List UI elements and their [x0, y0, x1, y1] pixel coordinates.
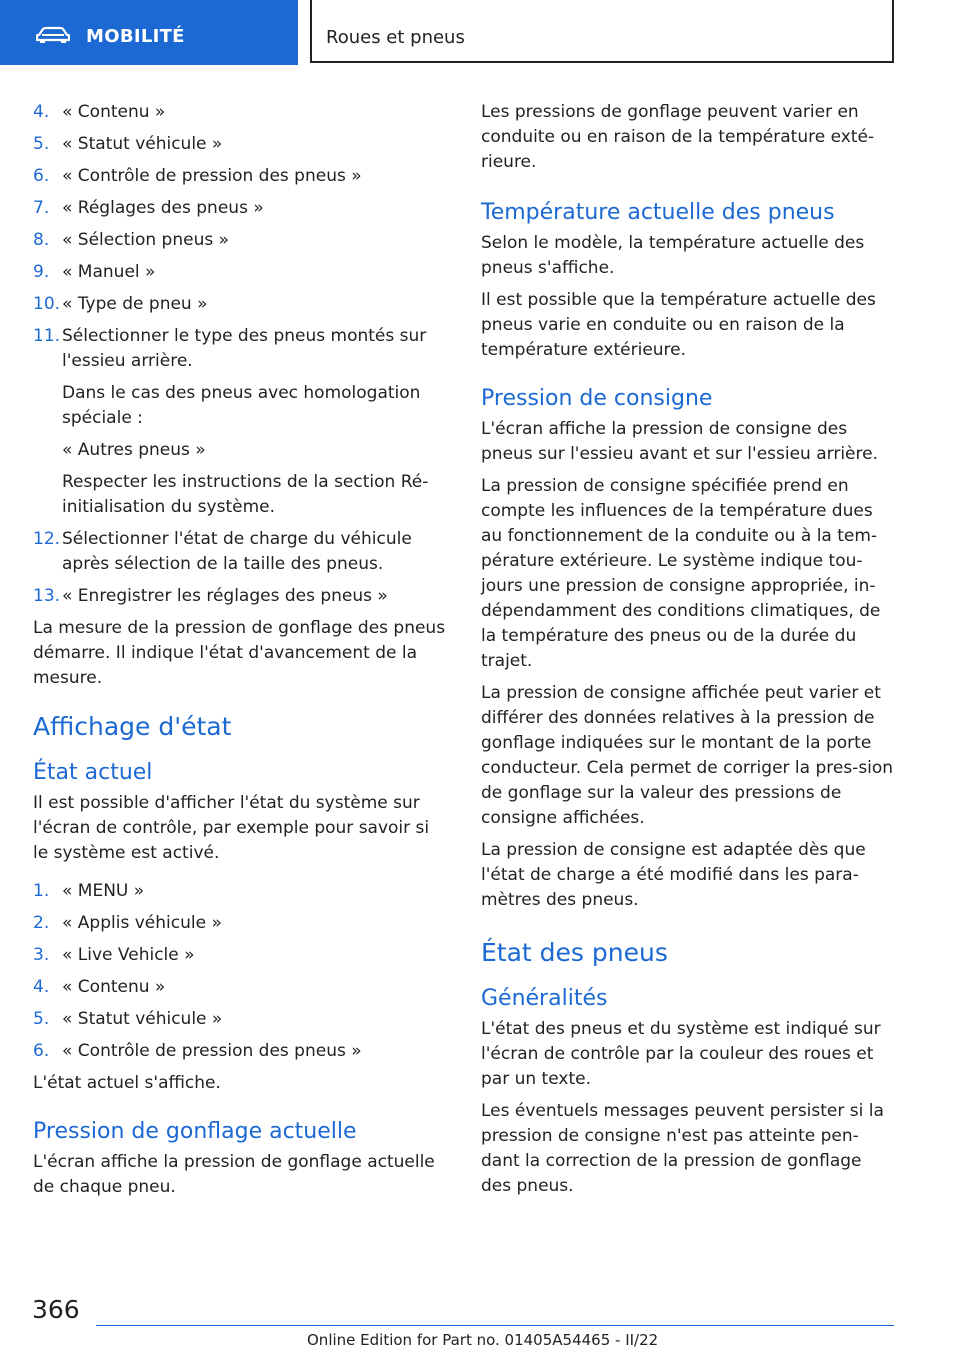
- list-text: « Contenu »: [62, 977, 166, 997]
- list-number: 9.: [33, 262, 50, 282]
- list-text: « Statut véhicule »: [62, 134, 223, 154]
- list-item: [33, 1007, 448, 1032]
- left-column: [33, 100, 448, 1207]
- list-item: [33, 324, 448, 520]
- list-text: « Enregistrer les réglages des pneus »: [62, 586, 388, 606]
- list-text: « Réglages des pneus »: [62, 198, 264, 218]
- list-text: « Applis véhicule »: [62, 913, 222, 933]
- list-text: « Contrôle de pression des pneus »: [62, 1041, 362, 1061]
- paragraph: L'écran affiche la pression de consigne des pneus sur l'essieu avant et sur l'essieu arrière.: [481, 419, 878, 464]
- paragraph: Les éventuels messages peuvent persister si la pression de consigne n'est pas atteinte pen‐dant la correction de la pression de gonflage des pneus.: [481, 1101, 884, 1196]
- list-number: 3.: [33, 945, 50, 965]
- list-item: [33, 1039, 448, 1064]
- list-number: 11.: [33, 326, 61, 346]
- paragraph: Il est possible que la température actuelle des pneus varie en conduite ou en raison de la température extérieure.: [481, 290, 876, 360]
- steps-list-b: [33, 879, 448, 1064]
- heading-affichage-etat: Affichage d'état: [33, 712, 232, 741]
- paragraph: La pression de consigne est adaptée dès que l'état de charge a été modifié dans les para‐mètres des pneus.: [481, 840, 866, 910]
- list-text: Sélectionner l'état de charge du véhicule après sélection de la taille des pneus.: [62, 529, 412, 574]
- list-number: 6.: [33, 166, 50, 186]
- header-category-title: MOBILITÉ: [86, 26, 185, 47]
- list-number: 13.: [33, 586, 61, 606]
- list-text: Respecter les instructions de la section Ré‐initialisation du système.: [62, 472, 429, 517]
- list-text: « Autres pneus »: [62, 440, 206, 460]
- list-number: 6.: [33, 1041, 50, 1061]
- page-number: 366: [32, 1295, 80, 1324]
- heading-temperature-pneus: Température actuelle des pneus: [481, 200, 835, 225]
- list-number: 5.: [33, 1009, 50, 1029]
- list-number: 1.: [33, 881, 50, 901]
- heading-etat-pneus: État des pneus: [481, 938, 668, 967]
- list-item: [33, 975, 448, 1000]
- paragraph: La pression de consigne spécifiée prend en compte les influences de la température dues au fonctionnement de la conduite ou à la tem‐pérature extérieure. Le système indique tou‐jours une pression de consigne appropriée, in‐dépendamment des conditions climatiques, de la température des pneus ou de la durée du trajet.: [481, 476, 881, 671]
- header-section-box: [310, 0, 894, 63]
- steps-list-a: [33, 100, 448, 609]
- list-text: « Statut véhicule »: [62, 1009, 223, 1029]
- list-text: « MENU »: [62, 881, 145, 901]
- list-text: « Sélection pneus »: [62, 230, 230, 250]
- paragraph: L'état actuel s'affiche.: [33, 1073, 221, 1093]
- list-number: 10.: [33, 294, 61, 314]
- list-number: 4.: [33, 102, 50, 122]
- list-text: « Manuel »: [62, 262, 156, 282]
- car-icon: [36, 26, 70, 44]
- list-item: [33, 943, 448, 968]
- heading-pression-actuelle: Pression de gonflage actuelle: [33, 1119, 357, 1144]
- list-item: [33, 196, 448, 221]
- list-text: « Contenu »: [62, 102, 166, 122]
- heading-pression-consigne: Pression de consigne: [481, 386, 713, 411]
- list-item: [33, 132, 448, 157]
- list-item: [33, 527, 448, 577]
- paragraph: Il est possible d'afficher l'état du système sur l'écran de contrôle, par exemple pour savoir si le système est activé.: [33, 793, 430, 863]
- paragraph: L'écran affiche la pression de gonflage actuelle de chaque pneu.: [33, 1152, 435, 1197]
- paragraph: Les pressions de gonflage peuvent varier en conduite ou en raison de la température exté‐rieure.: [481, 102, 875, 172]
- footer-edition: Online Edition for Part no. 01405A54465 - II/22: [307, 1331, 659, 1349]
- list-item: [33, 228, 448, 253]
- right-column: [481, 100, 896, 1206]
- header-category-tab: [0, 0, 298, 65]
- list-number: 12.: [33, 529, 61, 549]
- list-item: [33, 260, 448, 285]
- list-item: [33, 879, 448, 904]
- list-item: [33, 292, 448, 317]
- list-text: Dans le cas des pneus avec homologation spéciale :: [62, 383, 421, 428]
- heading-generalites: Généralités: [481, 986, 608, 1011]
- footer-divider: [96, 1325, 894, 1326]
- list-text: Sélectionner le type des pneus montés sur l'essieu arrière.: [62, 326, 427, 371]
- list-number: 5.: [33, 134, 50, 154]
- list-text: « Type de pneu »: [62, 294, 208, 314]
- list-item: [33, 911, 448, 936]
- paragraph: Selon le modèle, la température actuelle des pneus s'affiche.: [481, 233, 865, 278]
- list-item: [33, 164, 448, 189]
- list-number: 7.: [33, 198, 50, 218]
- heading-etat-actuel: État actuel: [33, 760, 153, 785]
- list-item: [33, 584, 448, 609]
- list-item: [33, 100, 448, 125]
- paragraph: La pression de consigne affichée peut varier et différer des données relatives à la pression de gonflage indiquées sur le montant de la porte conducteur. Cela permet de corriger la pres‐sion de gonflage sur la valeur des pressions de consigne affichées.: [481, 683, 894, 828]
- list-number: 2.: [33, 913, 50, 933]
- list-text: « Live Vehicle »: [62, 945, 195, 965]
- header-section-title: Roues et pneus: [326, 27, 465, 48]
- list-text: « Contrôle de pression des pneus »: [62, 166, 362, 186]
- paragraph: La mesure de la pression de gonflage des pneus démarre. Il indique l'état d'avancement de la mesure.: [33, 618, 446, 688]
- paragraph: L'état des pneus et du système est indiqué sur l'écran de contrôle par la couleur des roues et par un texte.: [481, 1019, 881, 1089]
- list-number: 4.: [33, 977, 50, 997]
- list-number: 8.: [33, 230, 50, 250]
